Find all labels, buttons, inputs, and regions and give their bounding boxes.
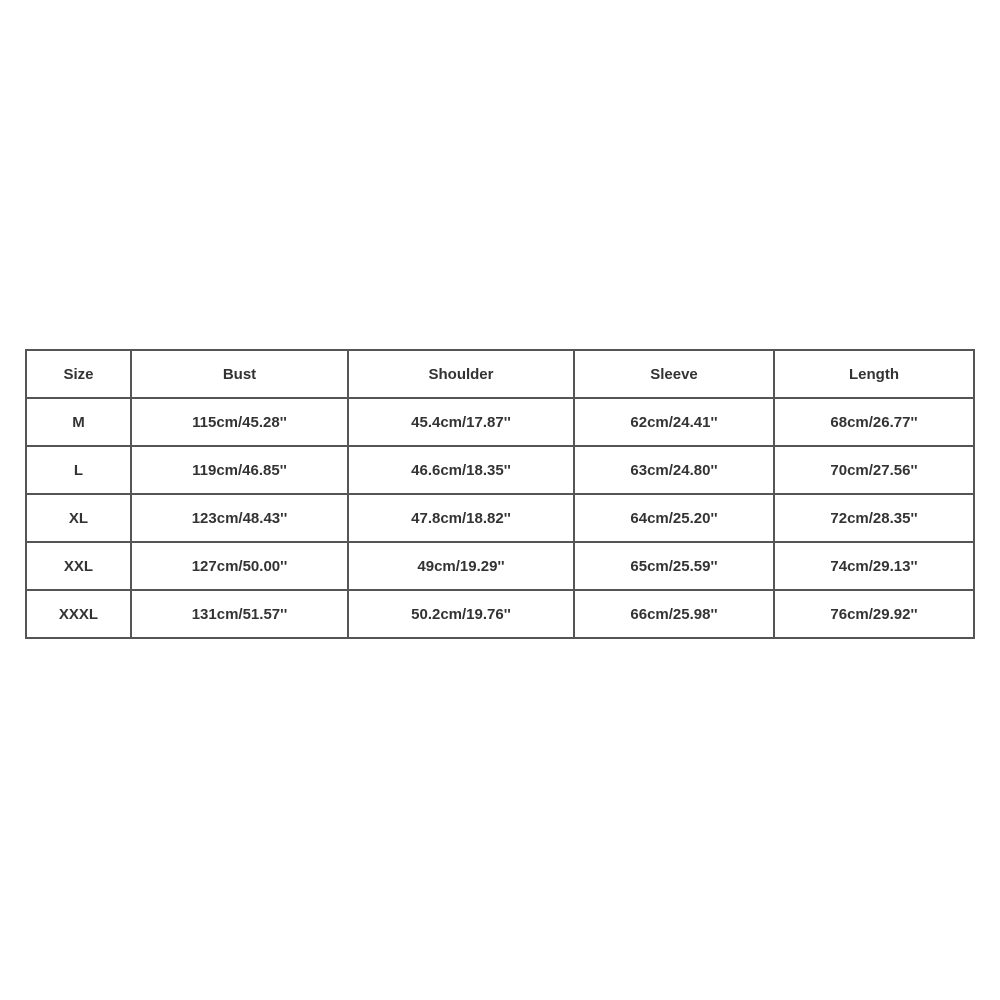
header-row — [26, 350, 974, 398]
cell-sleeve: 65cm/25.59'' — [574, 542, 774, 590]
cell-sleeve: 63cm/24.80'' — [574, 446, 774, 494]
table-row — [26, 494, 974, 542]
cell-bust: 131cm/51.57'' — [131, 590, 348, 638]
header-shoulder: Shoulder — [348, 350, 574, 398]
size-chart-body — [26, 398, 974, 638]
cell-shoulder: 46.6cm/18.35'' — [348, 446, 574, 494]
table-row — [26, 542, 974, 590]
table-row — [26, 398, 974, 446]
header-bust: Bust — [131, 350, 348, 398]
cell-length: 70cm/27.56'' — [774, 446, 974, 494]
cell-bust: 115cm/45.28'' — [131, 398, 348, 446]
table-row — [26, 446, 974, 494]
cell-length: 76cm/29.92'' — [774, 590, 974, 638]
cell-bust: 127cm/50.00'' — [131, 542, 348, 590]
cell-size: L — [26, 446, 131, 494]
cell-size: XXL — [26, 542, 131, 590]
cell-size: M — [26, 398, 131, 446]
cell-length: 72cm/28.35'' — [774, 494, 974, 542]
cell-shoulder: 49cm/19.29'' — [348, 542, 574, 590]
size-chart-header — [26, 350, 974, 398]
cell-bust: 119cm/46.85'' — [131, 446, 348, 494]
header-sleeve: Sleeve — [574, 350, 774, 398]
cell-sleeve: 66cm/25.98'' — [574, 590, 774, 638]
cell-shoulder: 50.2cm/19.76'' — [348, 590, 574, 638]
cell-sleeve: 64cm/25.20'' — [574, 494, 774, 542]
table-row — [26, 590, 974, 638]
cell-length: 68cm/26.77'' — [774, 398, 974, 446]
cell-sleeve: 62cm/24.41'' — [574, 398, 774, 446]
cell-size: XXXL — [26, 590, 131, 638]
cell-length: 74cm/29.13'' — [774, 542, 974, 590]
cell-size: XL — [26, 494, 131, 542]
size-chart-table — [25, 349, 975, 639]
cell-shoulder: 47.8cm/18.82'' — [348, 494, 574, 542]
header-length: Length — [774, 350, 974, 398]
cell-shoulder: 45.4cm/17.87'' — [348, 398, 574, 446]
header-size: Size — [26, 350, 131, 398]
cell-bust: 123cm/48.43'' — [131, 494, 348, 542]
